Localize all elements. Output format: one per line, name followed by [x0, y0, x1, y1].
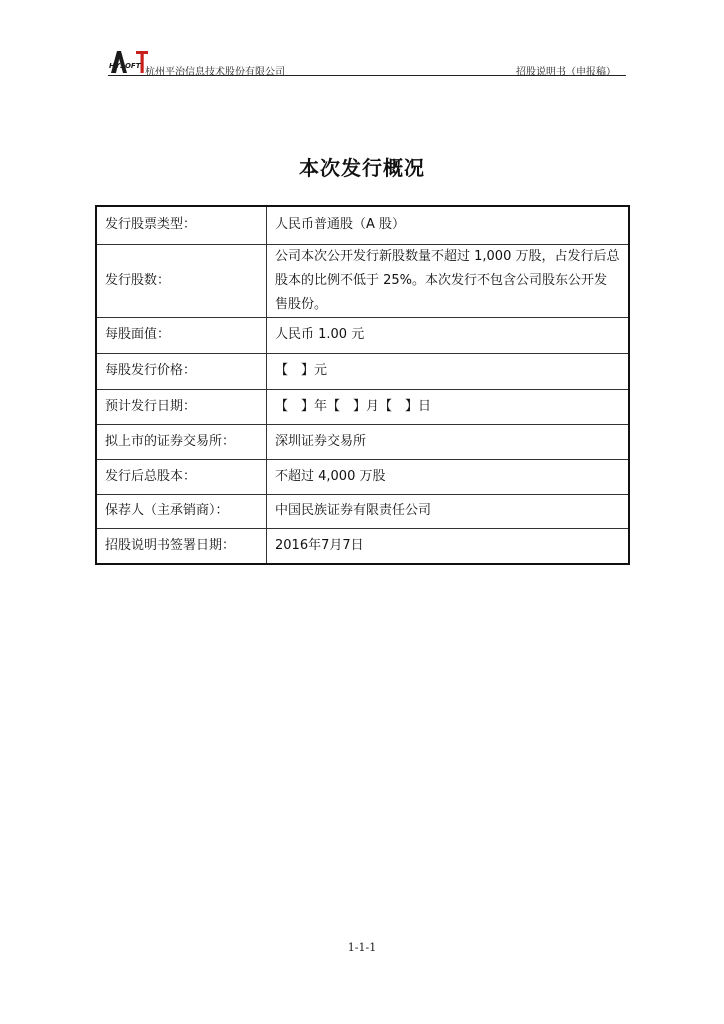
- summary-row: [96, 244, 629, 317]
- header-divider: [108, 75, 626, 76]
- row-label: 发行后总股本：: [96, 459, 267, 494]
- page-header: [108, 47, 626, 77]
- summary-row: [96, 528, 629, 564]
- page-number: 1-1-1: [347, 941, 377, 954]
- row-value: 人民币 1.00 元: [267, 317, 630, 353]
- row-label: 拟上市的证券交易所：: [96, 424, 267, 459]
- summary-row: [96, 459, 629, 494]
- summary-row: [96, 389, 629, 424]
- row-value: 深圳证券交易所: [267, 424, 630, 459]
- summary-row: [96, 424, 629, 459]
- summary-row: [96, 494, 629, 528]
- row-value: 不超过 4,000 万股: [267, 459, 630, 494]
- row-label: 保荐人（主承销商）：: [96, 494, 267, 528]
- row-label: 预计发行日期：: [96, 389, 267, 424]
- row-label: 每股面值：: [96, 317, 267, 353]
- row-value: 2016年7月7日: [267, 528, 630, 564]
- row-label: 招股说明书签署日期：: [96, 528, 267, 564]
- row-label: 每股发行价格：: [96, 353, 267, 389]
- header-document-title: 招股说明书（申报稿）: [516, 67, 616, 78]
- company-logo: [108, 47, 148, 75]
- row-value: 人民币普通股（A 股）: [267, 206, 630, 244]
- summary-row: [96, 317, 629, 353]
- row-value: 中国民族证券有限责任公司: [267, 494, 630, 528]
- header-company-name: 杭州平治信息技术股份有限公司: [145, 67, 285, 78]
- row-value: 公司本次公开发行新股数量不超过 1,000 万股，占发行后总股本的比例不低于 25%。本次发行不包含公司股东公开发售股份。: [267, 244, 630, 317]
- page-title: 本次发行概况: [299, 156, 425, 180]
- summary-row: [96, 206, 629, 244]
- row-value: 【 】元: [267, 353, 630, 389]
- row-label: 发行股票类型：: [96, 206, 267, 244]
- summary-row: [96, 353, 629, 389]
- row-value: 【 】年【 】月【 】日: [267, 389, 630, 424]
- logo-text: HYSOFT: [109, 62, 141, 70]
- row-label: 发行股数：: [96, 244, 267, 317]
- offering-summary-table: [95, 205, 630, 565]
